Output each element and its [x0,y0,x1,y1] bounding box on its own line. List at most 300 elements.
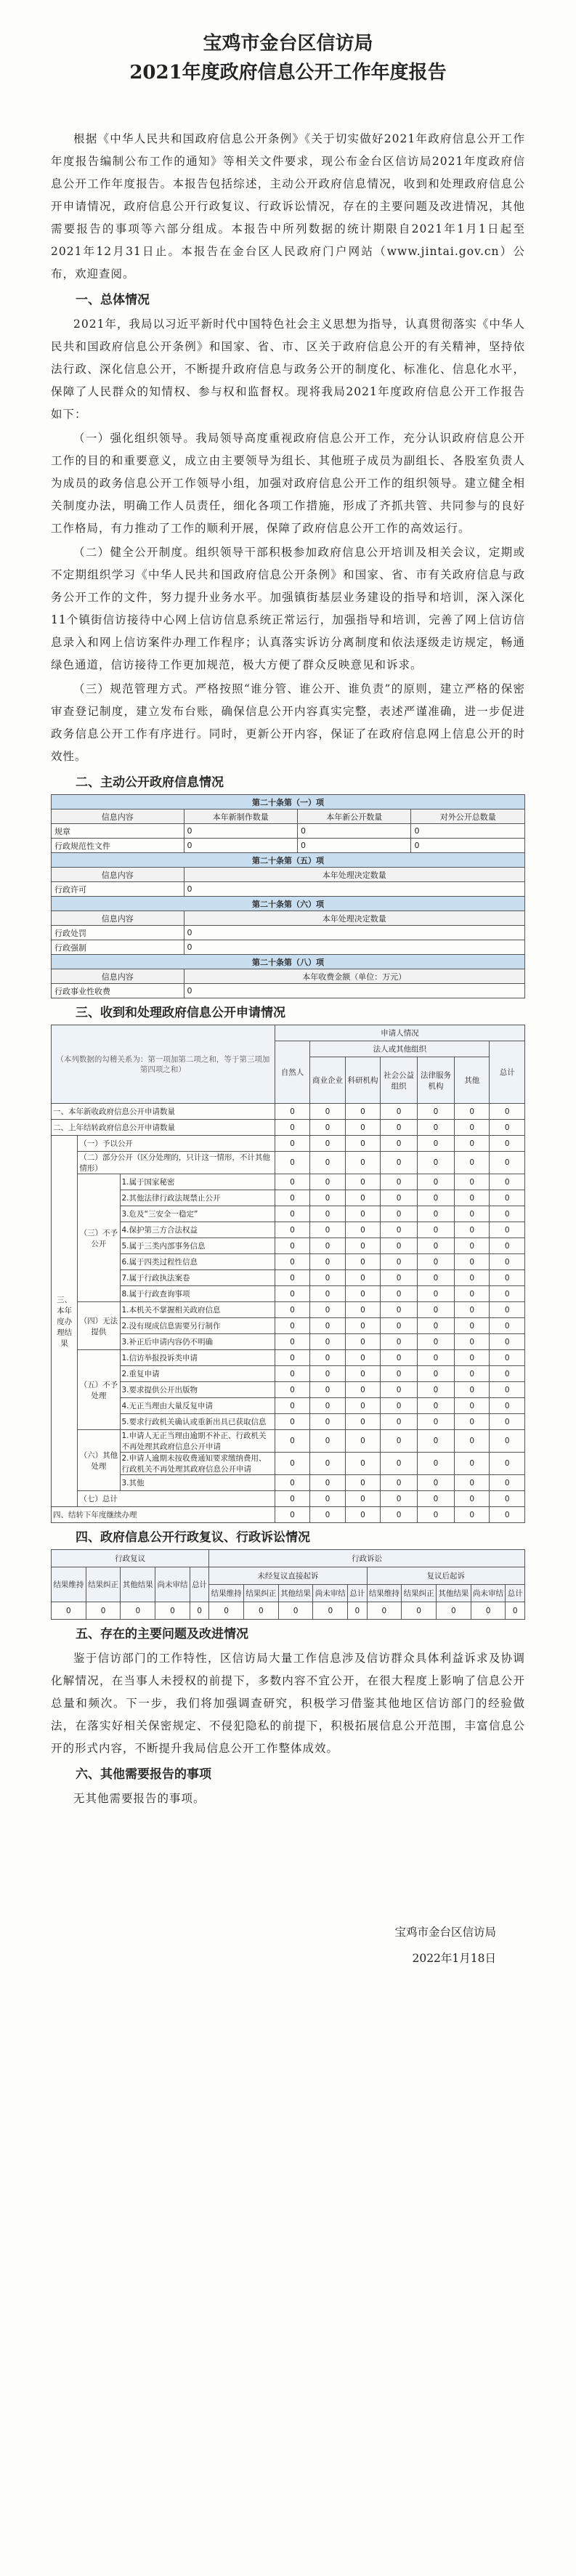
table-cell: 0 [310,1174,345,1190]
table-row [52,1507,525,1523]
table-cell: 0 [454,1366,489,1382]
table-cell: 0 [275,1430,309,1453]
table-cell: 0 [310,1453,345,1475]
table-cell: 0 [345,1222,380,1238]
table-cell: 0 [490,1238,525,1254]
table-row [52,1398,525,1414]
table-row-label: （五）不予处理 [78,1350,120,1430]
section4-heading: 四、政府信息公开行政复议、行政诉讼情况 [76,1530,310,1545]
table-cell: 0 [275,1414,309,1430]
table-cell: 0 [381,1491,418,1507]
review-litigation-table [51,1549,525,1620]
table-cell: 0 [310,1254,345,1270]
table-cell: 0 [418,1286,455,1302]
table-cell: 0 [345,1286,380,1302]
table-cell: 0 [454,1190,489,1206]
table-row-label: 1.本机关不掌握相关政府信息 [120,1302,275,1318]
table-column-header: 商业企业 [310,1057,345,1104]
table-cell: 0 [310,1334,345,1350]
table-cell: 0 [418,1120,455,1136]
table-row-label: （一）予以公开 [78,1136,275,1152]
table-cell: 0 [310,1366,345,1382]
table-column-header: 自然人 [275,1041,309,1104]
section1-heading: 一、总体情况 [76,293,150,307]
table-cell: 0 [454,1286,489,1302]
table-column-header: 总计 [506,1585,525,1602]
table-row [52,940,525,955]
table-cell: 0 [310,1507,345,1523]
table-cell: 0 [184,882,524,897]
table-row [52,1254,525,1270]
table-cell: 0 [310,1104,345,1120]
table-cell: 0 [490,1302,525,1318]
table-cell: 0 [381,1238,418,1254]
table-cell: 0 [345,1254,380,1270]
table-cell: 0 [418,1136,455,1152]
table-row [52,1491,525,1507]
table-cell: 0 [345,1152,380,1174]
table-cell: 0 [275,1152,309,1174]
table-cell: 0 [345,1206,380,1222]
table-cell: 0 [418,1350,455,1366]
table-cell: 行政处罚 [52,926,184,940]
table-column-header: 本年新制作数量 [184,809,297,824]
table-column-header: 结果纠正 [402,1585,437,1602]
table-cell: 0 [275,1398,309,1414]
table-row [52,926,525,940]
table-cell: 0 [418,1491,455,1507]
table-column-header: 法人或其他组织 [310,1041,490,1057]
table-row-label: 2.重复申请 [120,1366,275,1382]
table-cell: 0 [275,1238,309,1254]
table-column-header: 尚未审结 [155,1567,190,1602]
table-column-header: 行政复议 [52,1550,209,1567]
table-cell: 0 [418,1206,455,1222]
table-cell: 0 [490,1174,525,1190]
table-cell: 0 [402,1602,437,1620]
table-cell: 0 [275,1286,309,1302]
table-group-header: 第二十条第（五）项 [52,853,525,868]
report-title: 2021年度政府信息公开工作年度报告 [129,62,447,84]
table-cell: 0 [418,1453,455,1475]
table-cell: 0 [345,1174,380,1190]
table-cell: 0 [381,1302,418,1318]
table-cell: 0 [345,1334,380,1350]
table-cell: 0 [490,1104,525,1120]
table-row [52,1238,525,1254]
table-cell: 0 [275,1302,309,1318]
table-column-header: 社会公益组织 [381,1057,418,1104]
table-cell: 0 [381,1254,418,1270]
table-cell: 0 [381,1398,418,1414]
table-column-header: 本年处理决定数量 [184,868,524,882]
table-cell: 0 [275,1507,309,1523]
table-cell: 0 [345,1491,380,1507]
table-cell: 0 [275,1206,309,1222]
section1-paragraph: （一）强化组织领导。我局领导高度重视政府信息公开工作，充分认识政府信息公开工作的目的和重要意义，成立由主要领导为组长、其他班子成员为副组长、各股室负责人为成员的政务信息公开工作领导小组，加强对政府信息公开工作的组织领导。建立健全相关制度办法，明确工作人员责任，细化各项工作措施，形成了齐抓共管、共同参与的良好工作格局，有力推动了工作的顺利开展，保障了政府信息公开工作的高效运行。 [51,432,525,535]
table-row [52,1104,525,1120]
table-cell: 0 [490,1206,525,1222]
table-row-label: 一、本年新收政府信息公开申请数量 [52,1104,275,1120]
section1-paragraph: （二）健全公开制度。组织领导干部积极参加政府信息公开培训及相关会议，定期或不定期组织学习《中华人民共和国政府信息公开条例》和国家、省、市有关政府信息与政务公开工作的文件，努力提升业务水平。加强镇街基层业务建设的指导和培训，深入深化11个镇街信访接待中心网上信访信息系统正常运行，加强指导和培训，完善了网上信访信息录入和网上信访案件办理工作程序；认真落实诉访分离制度和依法逐级走访规定，畅通绿色通道，信访接待工作更加规范，极大方便了群众反映意见和诉求。 [51,546,525,671]
table-cell: 0 [310,1350,345,1366]
section5-paragraph: 鉴于信访部门的工作特性，区信访局大量工作信息涉及信访群众具体利益诉求及协调化解情况，在当事人未授权的前提下，多数内容不宜公开，在很大程度上影响了信息公开总量和频次。下一步，我们将加强调查研究，积极学习借鉴其他地区信访部门的经验做法，在落实好相关保密规定、不侵犯隐私的前提下，积极拓展信息公开范围，丰富信息公开的形式内容，不断提升我局信息公开工作整体成效。 [51,1652,525,1755]
table-row [52,882,525,897]
table-cell: 0 [490,1136,525,1152]
table-row [52,1136,525,1152]
table-column-header: 其他 [454,1057,489,1104]
table-cell: 0 [418,1152,455,1174]
table-row [52,1206,525,1222]
table-cell: 0 [381,1507,418,1523]
table-column-header: 复议后起诉 [367,1567,524,1585]
table-cell: 0 [278,1602,313,1620]
table-cell: 0 [418,1222,455,1238]
table-cell: 0 [381,1475,418,1491]
table-cell: 0 [490,1430,525,1453]
table-cell: 0 [275,1318,309,1334]
table-column-header: 科研机构 [345,1057,380,1104]
table-cell: 0 [454,1318,489,1334]
table-column-header: 总计 [190,1567,208,1602]
section6-paragraph: 无其他需要报告的事项。 [73,1792,206,1805]
table-column-header: 总计 [490,1041,525,1104]
table-row [52,1382,525,1398]
table-cell: 0 [454,1174,489,1190]
table-cell: 0 [275,1270,309,1286]
table-cell: 0 [490,1270,525,1286]
table-cell: 行政强制 [52,940,184,955]
table-cell: 0 [454,1254,489,1270]
table-row-label: 6.属于四类过程性信息 [120,1254,275,1270]
table-cell: 0 [490,1152,525,1174]
table-column-header: 信息内容 [52,969,184,984]
table-cell: 0 [490,1414,525,1430]
table-cell: 0 [275,1136,309,1152]
table-column-header: 总计 [348,1585,367,1602]
table-cell: 0 [381,1286,418,1302]
table-row-label: 2.没有现成信息需要另行制作 [120,1318,275,1334]
table-cell: 0 [490,1491,525,1507]
table-cell: 0 [490,1190,525,1206]
section1-paragraph: （三）规范管理方式。严格按照“谁分管、谁公开、谁负责”的原则，建立严格的保密审查登记制度，建立发布台账，确保信息公开内容真实完整，表述严谨准确，进一步促进政务信息公开工作有序进行。同时，更新公开内容，保证了在政府信息网上信息公开的时效性。 [51,682,525,763]
table-row [52,1286,525,1302]
table-cell: 0 [310,1136,345,1152]
table-column-header: 本年新公开数量 [298,809,411,824]
table-row-label: 三、本年度办理结果 [52,1136,78,1507]
table-column-header: 行政诉讼 [209,1550,525,1567]
table-cell: 0 [345,1453,380,1475]
table-cell: 0 [490,1398,525,1414]
signature-org: 宝鸡市金台区信访局 [394,1926,496,1939]
table-cell: 0 [490,1475,525,1491]
table-cell: 0 [345,1507,380,1523]
table-cell: 0 [454,1398,489,1414]
table-cell: 0 [381,1222,418,1238]
table-cell: 0 [184,926,524,940]
table-row [52,1334,525,1350]
table-cell: 0 [490,1286,525,1302]
table-cell: 0 [418,1254,455,1270]
table-cell: 0 [345,1398,380,1414]
table-cell: 0 [490,1254,525,1270]
table-cell: 0 [454,1270,489,1286]
signature-date: 2022年1月18日 [412,1952,496,1965]
table-cell: 0 [310,1398,345,1414]
table-cell: 0 [184,839,297,853]
table-cell: 0 [381,1190,418,1206]
table-cell: 0 [454,1350,489,1366]
table-cell: 0 [454,1104,489,1120]
table-cell: 0 [310,1475,345,1491]
table-cell: 0 [310,1206,345,1222]
table-cell: 0 [345,1475,380,1491]
table-column-header: 尚未审结 [471,1585,506,1602]
table-cell: 0 [381,1350,418,1366]
table-cell: 0 [275,1174,309,1190]
table-cell: 0 [275,1475,309,1491]
table-row-label: 3.危及“三安全一稳定” [120,1206,275,1222]
table-cell: 行政事业性收费 [52,984,184,998]
table-column-header: 其他结果 [436,1585,471,1602]
table-column-header: 结果纠正 [243,1585,278,1602]
table-cell: 0 [381,1206,418,1222]
table-cell: 0 [381,1120,418,1136]
table-cell: 0 [275,1120,309,1136]
table-cell: 0 [243,1602,278,1620]
section3-heading: 三、收到和处理政府信息公开申请情况 [76,1006,285,1020]
table-row [52,1453,525,1475]
table-row [52,1120,525,1136]
table-column-header: 本年处理决定数量 [184,911,524,926]
table-cell: 0 [454,1302,489,1318]
table-cell: 0 [381,1270,418,1286]
table-cell: 0 [310,1120,345,1136]
table-cell: 0 [345,1350,380,1366]
table-cell: 0 [275,1491,309,1507]
table-column-header: 其他结果 [278,1585,313,1602]
table-row [52,984,525,998]
table-cell: 0 [52,1602,86,1620]
table-cell: 0 [418,1302,455,1318]
table-column-header: 结果维持 [52,1567,86,1602]
table-row-label: （七）总计 [78,1491,275,1507]
table-row-label: 3.其他 [120,1475,275,1491]
table-cell: 0 [310,1318,345,1334]
table-row [52,1475,525,1491]
table-cell: 0 [348,1602,367,1620]
table-cell: 0 [418,1238,455,1254]
table-cell: 0 [418,1104,455,1120]
section5-heading: 五、存在的主要问题及改进情况 [76,1627,248,1642]
table-cell: 0 [310,1414,345,1430]
table-cell: 0 [310,1238,345,1254]
table-cell: 0 [418,1270,455,1286]
table-column-header: 本年收费金额（单位：万元） [184,969,524,984]
table-cell: 0 [454,1507,489,1523]
table-cell: 0 [490,1120,525,1136]
table-cell: 0 [454,1453,489,1475]
table-row-label: 3.要求提供公开出版物 [120,1382,275,1398]
table-cell: 0 [381,1414,418,1430]
table-column-header: 未经复议直接起诉 [209,1567,367,1585]
table-cell: 0 [275,1350,309,1366]
table-cell: 0 [298,824,411,839]
table-cell: 0 [275,1190,309,1206]
table-cell: 0 [310,1491,345,1507]
table-row-label: 二、上年结转政府信息公开申请数量 [52,1120,275,1136]
table-cell: 0 [184,824,297,839]
table-cell: 0 [436,1602,471,1620]
table-row [52,1152,525,1174]
table-column-header: 信息内容 [52,868,184,882]
table-cell: 0 [418,1430,455,1453]
table-row-label: 5.属于三类内部事务信息 [120,1238,275,1254]
table-cell: 0 [345,1120,380,1136]
table-cell: 0 [121,1602,155,1620]
table-cell: 0 [490,1318,525,1334]
table-column-header: 信息内容 [52,911,184,926]
table-cell: 0 [418,1475,455,1491]
table-column-header: 结果纠正 [86,1567,121,1602]
table-cell: 0 [490,1222,525,1238]
table-cell: 0 [454,1222,489,1238]
table-column-header: 申请人情况 [275,1025,524,1041]
table-cell: 0 [345,1430,380,1453]
table-cell: 0 [275,1222,309,1238]
table-cell: 0 [275,1366,309,1382]
table-cell: 0 [184,984,524,998]
table-cell: 0 [310,1222,345,1238]
table-cell: 0 [381,1334,418,1350]
table-row [52,1430,525,1453]
table-column-header: 结果维持 [367,1585,402,1602]
table-cell: 0 [381,1104,418,1120]
section6-heading: 六、其他需要报告的事项 [76,1767,211,1782]
table-row-label: （三）不予公开 [78,1174,120,1302]
table-cell: 0 [275,1254,309,1270]
table-row [52,1270,525,1286]
table-cell: 0 [454,1430,489,1453]
table-cell: 0 [381,1366,418,1382]
table-cell: 0 [345,1136,380,1152]
table-cell: 0 [310,1382,345,1398]
table-cell: 0 [275,1453,309,1475]
table-cell: 0 [418,1398,455,1414]
table-cell: 行政许可 [52,882,184,897]
table-cell: 0 [381,1318,418,1334]
table-cell: 0 [418,1190,455,1206]
table-cell: 0 [298,839,411,853]
table-row-label: 1.申请人无正当理由逾期不补正、行政机关不再处理其政府信息公开申请 [120,1430,275,1453]
table-cell: 0 [345,1238,380,1254]
table-row-label: （六）其他处理 [78,1430,120,1491]
intro-paragraph: 根据《中华人民共和国政府信息公开条例》《关于切实做好2021年政府信息公开工作年度报告编制公布工作的通知》等相关文件要求，现公布金台区信访局2021年度政府信息公开工作年度报告。本报告包括综述，主动公开政府信息情况，收到和处理政府信息公开申请情况，政府信息公开行政复议、行政诉讼情况，存在的主要问题及改进情况，其他需要报告的事项等六部分组成。本报告中所列数据的统计期限自2021年1月1日起至2021年12月31日止。本报告在金台区人民政府门户网站（www.jintai.gov.cn）公布，欢迎查阅。 [51,132,525,280]
table-cell: 0 [411,824,525,839]
table-row-label: 7.属于行政执法案卷 [120,1270,275,1286]
table-row-label: 2.其他法律行政法规禁止公开 [120,1190,275,1206]
table-column-header: 尚未审结 [313,1585,348,1602]
table-group-header: 第二十条第（六）项 [52,897,525,911]
table-row-label: 1.属于国家秘密 [120,1174,275,1190]
table-column-header: 信息内容 [52,809,184,824]
table-cell: 0 [454,1120,489,1136]
table-cell: 0 [275,1382,309,1398]
proactive-disclosure-table [51,794,525,998]
table-cell: 行政规范性文件 [52,839,184,853]
table-cell: 0 [454,1152,489,1174]
table-row-label: （二）部分公开（区分处理的，只计这一情形，不计其他情形） [78,1152,275,1174]
table-cell: 0 [411,839,525,853]
table-cell: 0 [490,1453,525,1475]
table-row [52,1302,525,1318]
table-cell: 0 [367,1602,402,1620]
table-cell: 0 [418,1414,455,1430]
table-row-label: 3.补正后申请内容仍不明确 [120,1334,275,1350]
table-cell: 0 [209,1602,244,1620]
table-group-header: 第二十条第（八）项 [52,955,525,969]
table-cell: 0 [381,1136,418,1152]
table-cell: 0 [490,1382,525,1398]
table-row-label: 4.无正当理由大量反复申请 [120,1398,275,1414]
table-row [52,1414,525,1430]
table-row-label: 8.属于行政查询事项 [120,1286,275,1302]
table-row [52,824,525,839]
table-cell: 0 [490,1507,525,1523]
table-note: （本列数据的勾稽关系为：第一项加第二项之和，等于第三项加第四项之和） [52,1025,275,1104]
table-row [52,839,525,853]
table-cell: 0 [345,1190,380,1206]
table-row-label: 5.要求行政机关确认或重新出具已获取信息 [120,1414,275,1430]
table-column-header: 其他结果 [121,1567,155,1602]
table-cell: 0 [310,1190,345,1206]
table-cell: 0 [381,1174,418,1190]
table-cell: 0 [345,1270,380,1286]
table-cell: 0 [454,1475,489,1491]
table-cell: 0 [310,1286,345,1302]
table-cell: 0 [86,1602,121,1620]
table-cell: 0 [454,1491,489,1507]
table-row [52,1350,525,1366]
table-cell: 0 [490,1334,525,1350]
table-cell: 0 [345,1366,380,1382]
table-cell: 0 [490,1350,525,1366]
table-cell: 0 [345,1414,380,1430]
table-cell: 0 [190,1602,208,1620]
table-cell: 0 [418,1366,455,1382]
table-cell: 0 [418,1334,455,1350]
table-cell: 0 [418,1382,455,1398]
table-cell: 0 [310,1430,345,1453]
table-cell: 规章 [52,824,184,839]
table-column-header: 法律服务机构 [418,1057,455,1104]
table-cell: 0 [454,1238,489,1254]
table-cell: 0 [310,1302,345,1318]
table-cell: 0 [345,1302,380,1318]
table-row [52,1190,525,1206]
table-row-label: 1.信访举报投诉类申请 [120,1350,275,1366]
table-cell: 0 [381,1453,418,1475]
table-cell: 0 [275,1104,309,1120]
report-title-org: 宝鸡市金台区信访局 [203,33,373,54]
table-row [52,1366,525,1382]
table-cell: 0 [381,1430,418,1453]
table-group-header: 第二十条第（一）项 [52,795,525,809]
table-cell: 0 [418,1318,455,1334]
table-row-label: （四）无法提供 [78,1302,120,1350]
table-cell: 0 [310,1152,345,1174]
table-cell: 0 [454,1414,489,1430]
